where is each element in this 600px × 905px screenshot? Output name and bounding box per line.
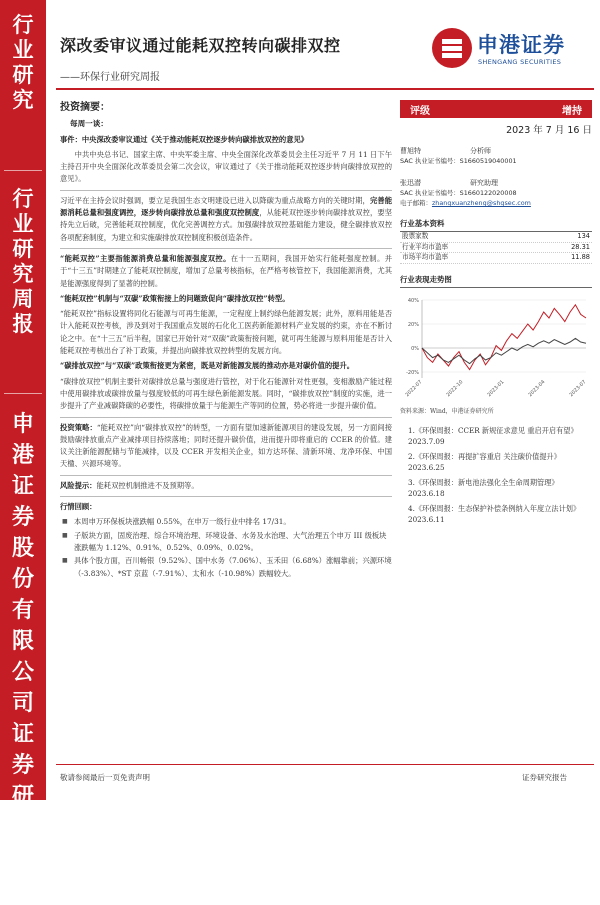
analyst-1 (400, 146, 592, 166)
related-report-link[interactable]: 1.《环保周报：CCER 新规征求意见 重启开启有望》2023.7.09 (408, 425, 578, 446)
row-value: 28.31 (571, 242, 590, 251)
divider (60, 475, 392, 476)
basic-info-title: 行业基本资料 (400, 218, 592, 232)
analyst-cert: SAC 执业证书编号：S1660122020008 (400, 189, 517, 197)
analyst-role: 研究助理 (470, 179, 498, 187)
event-text: 中央深改委审议通过《关于推动能耗双控逐步转向碳排放双控的意见》 (81, 134, 309, 144)
list-item: ■ 本周申万环保板块涨跌幅 0.55%，在申万一级行业中排名 17/31。 (60, 516, 392, 528)
paragraph-transition: “能耗双控”指标设置将同化石能源与可再生能源，一定程度上制约绿色能源发展；此外，原料用能是否计入能耗双控考核，涉及到对于我国重点发展的石化化工医药新能源材料产业发展的约束，亦在不断讨论之中。在“十三五”后半程，国家已开始针对“双碳”政策衔接问题，就可再生能源与原料用能是否计入能耗双控考核出台了补丁政策，并提出向碳排放双控转型的发展方向。 (60, 309, 392, 356)
x-tick-label: 2022-07 (404, 378, 424, 398)
trend-chart-title: 行业表现走势图 (400, 274, 592, 288)
sidebar-char: 有 (11, 597, 34, 623)
rating-value: 增持 (562, 105, 582, 117)
footer-divider (56, 764, 594, 765)
series-line (422, 338, 586, 363)
analyst-email-link[interactable]: zhangxuanzheng@shgsec.com (431, 199, 531, 207)
logo-text-en: SHENGANG SECURITIES (478, 58, 562, 66)
trend-chart-svg (400, 292, 592, 404)
sidebar-char: 究 (12, 87, 34, 112)
paragraph-carbon: “碳排放双控”机制主要针对碳排放总量与强度进行管控，对于化石能源针对性更强，变相激励产能过程中使用碳排放或碳排放量与强度较低的可再生绿色新能源发展。同时，“碳排放双控”制度的实施，进一步提升了产业减碳降碳的必要性，将碳排放量于与能源生产等同的位置，势必将进一步提升碳价值。 (60, 376, 392, 411)
sidebar-char: 份 (11, 566, 34, 592)
sidebar-char: 公 (11, 659, 34, 685)
main-content (60, 96, 392, 581)
logo-mark-icon (432, 28, 472, 68)
sidebar-char: 研 (12, 236, 34, 261)
x-tick-label: 2023-04 (527, 378, 547, 398)
sidebar-char: 行 (12, 12, 34, 37)
sidebar-char: 报 (11, 845, 34, 871)
analyst-role: 分析师 (470, 147, 491, 155)
sidebar-char: 行 (12, 186, 34, 211)
paragraph-xi-b: 完善能源消耗总量和强度调控，逐步转向碳排放总量和强度双控制度 (60, 195, 393, 218)
sidebar-char: 证 (11, 473, 34, 499)
related-reports (400, 425, 592, 526)
list-item: ■ 子版块方面，固废治理、综合环境治理、环境设备、水务及水治理、大气治理五个申万 III 级板块涨跌幅为 1.12%、0.91%、0.52%、0.09%、0.02%。 (60, 530, 392, 555)
right-column (400, 96, 592, 529)
paragraph-strategy (60, 422, 392, 471)
divider (60, 496, 392, 497)
divider (60, 190, 392, 191)
related-report-link[interactable]: 2.《环保周报：再提扩容重启 关注碳价值提升》2023.6.25 (408, 451, 561, 472)
sidebar-label-company (0, 409, 46, 905)
sidebar-label-industry-research (0, 12, 46, 112)
analyst-name: 曹旭特 (400, 147, 421, 155)
sidebar (0, 0, 46, 902)
paragraph-xi-c: ，从能耗双控逐步转向碳排放双控，要坚持先立后破，完善能耗双控制度，优化完善调控方式。加强碳排放双控基础能力建设，健全碳排放双控各项配套制度，为建立和实施碳排放双控制度积极创造条件。 (60, 208, 392, 242)
y-tick-label: 0% (411, 345, 419, 352)
list-item: ■ 具体个股方面，百川畅银（9.52%）、国中水务（7.06%）、玉禾田（6.68%）涨幅靠前；兴源环境（-3.83%）、*ST 京蓝（-7.91%）、太和水（-10.98%）跌幅较大。 (60, 555, 392, 580)
row-label: 行业平均市盈率 (402, 242, 449, 251)
event-paragraph (60, 134, 392, 146)
review-label: 行情回顾： (60, 502, 97, 512)
sidebar-char: 申 (11, 411, 34, 437)
report-date: 2023 年 7 月 16 日 (506, 125, 592, 136)
sidebar-char: 究 (12, 261, 34, 286)
risk-text: 能耗双控机制推进不及预期等。 (96, 480, 199, 490)
trend-chart (400, 292, 592, 404)
summary-title: 投资摘要： (60, 102, 110, 113)
sidebar-char: 告 (11, 876, 34, 902)
company-logo (432, 26, 592, 72)
email-label: 电子邮箱： (400, 199, 432, 207)
sidebar-char: 研 (11, 783, 34, 809)
paragraph-carbon-title: “碳排放双控”与“双碳”政策衔接更为紧密，既是对新能源发展的推动亦是对碳价值的提升。 (60, 361, 355, 371)
related-report-link[interactable]: 4.《环保周报：生态保护补偿条例纳入年度立法计划》2023.6.11 (408, 503, 581, 524)
sidebar-char: 究 (11, 814, 34, 840)
paragraph-energy-control-body: 在十一五期间，我国开始实行能耗强度控制。并于“十三五”时期建立了能耗双控制度，增加了总量考核指标，在严格考核管控下，我国能源消费，尤其是能源强度得到了显著的控制。 (60, 253, 392, 288)
divider (60, 417, 392, 418)
paragraph-transition-title: “能耗双控”机制与“双碳”政策衔接上的问题致促向“碳排放双控”转型。 (60, 293, 290, 303)
paragraph-meeting: 中共中央总书记、国家主席、中央军委主席、中央全面深化改革委员会主任习近平 7 月 11 日下午主持召开中央全面深化改革委员会第二次会议，审议通过了《关于推动能耗双控逐步转向碳排放双控的意见》。 (60, 149, 392, 184)
table-row (400, 232, 592, 243)
sidebar-char: 限 (11, 628, 34, 654)
sidebar-char: 研 (12, 62, 34, 87)
paragraph-xi (60, 195, 392, 244)
sidebar-char: 业 (12, 211, 34, 236)
paragraph-energy-control-lead: “能耗双控”主要指能源消费总量和能源强度双控。 (60, 253, 231, 263)
x-tick-label: 2023-01 (486, 378, 506, 398)
page-subtitle: ——环保行业研究周报 (60, 72, 160, 83)
sidebar-char: 证 (11, 721, 34, 747)
series-line (422, 304, 586, 369)
strategy-text: “能耗双控”向“碳排放双控”的转型，一方面有望加速新能源项目的建设发展，另一方面间接鼓励碳排放重点产业减排项目持续落地；同时还提升碳价值，进而提升即将重启的 CCER 的价值。建议关注新能源配储与节能减排，以及 CCER 开发相关企业，如方达环保、清新环境、龙净环保、中国天楹、兴源环境等。 (60, 422, 393, 469)
sidebar-divider (4, 393, 42, 394)
sidebar-label-weekly-report (0, 186, 46, 336)
table-row (400, 243, 592, 254)
y-tick-label: 20% (407, 321, 419, 328)
sidebar-char: 港 (11, 442, 34, 468)
logo-text-cn: 申港证券 (477, 33, 565, 57)
rating-label: 评级 (410, 105, 430, 117)
sidebar-char: 券 (11, 752, 34, 778)
analyst-name: 张迅潜 (400, 179, 421, 187)
footer-label: 证券研究报告 (522, 773, 567, 782)
analyst-email-row (400, 198, 592, 208)
sidebar-char: 券 (11, 504, 34, 530)
analyst-cert: SAC 执业证书编号：S1660519040001 (400, 157, 517, 165)
y-tick-label: 40% (407, 297, 419, 304)
x-tick-label: 2022-10 (445, 378, 465, 398)
sidebar-char: 业 (12, 37, 34, 62)
sidebar-char: 司 (11, 690, 34, 716)
x-tick-label: 2023-07 (568, 378, 588, 398)
sidebar-char: 周 (12, 286, 34, 311)
strategy-label: 投资策略： (60, 422, 97, 432)
weekly-label: 每周一谈： (70, 119, 108, 129)
basic-info-table (400, 232, 592, 264)
sidebar-char: 股 (11, 535, 34, 561)
sidebar-char: 报 (12, 311, 34, 336)
row-value: 11.88 (571, 253, 590, 261)
related-report-link[interactable]: 3.《环保周报：新电池法强化全生命周期管理》2023.6.18 (408, 477, 559, 498)
paragraph-energy-control (60, 253, 392, 290)
sidebar-divider (4, 170, 42, 171)
event-prefix: 事件： (60, 134, 82, 144)
rating-bar (400, 100, 592, 118)
page-title: 深改委审议通过能耗双控转向碳排双控 (60, 36, 341, 55)
row-label: 市场平均市盈率 (402, 253, 449, 261)
paragraph-risk (60, 480, 392, 492)
footer-disclaimer: 敬请参阅最后一页免责声明 (60, 773, 150, 782)
divider (60, 248, 392, 249)
risk-label: 风险提示： (60, 480, 97, 490)
analyst-2 (400, 178, 592, 208)
chart-source: 资料来源：Wind，申港证券研究所 (400, 407, 494, 415)
header-divider (56, 88, 594, 90)
row-label: 股票家数 (402, 232, 429, 240)
paragraph-xi-a: 习近平在主持会议时强调，要立足我国生态文明建设已进入以降碳为重点战略方向的关键时期， (60, 195, 370, 205)
y-tick-label: -20% (406, 369, 419, 376)
table-row (400, 253, 592, 264)
row-value: 134 (577, 232, 590, 240)
